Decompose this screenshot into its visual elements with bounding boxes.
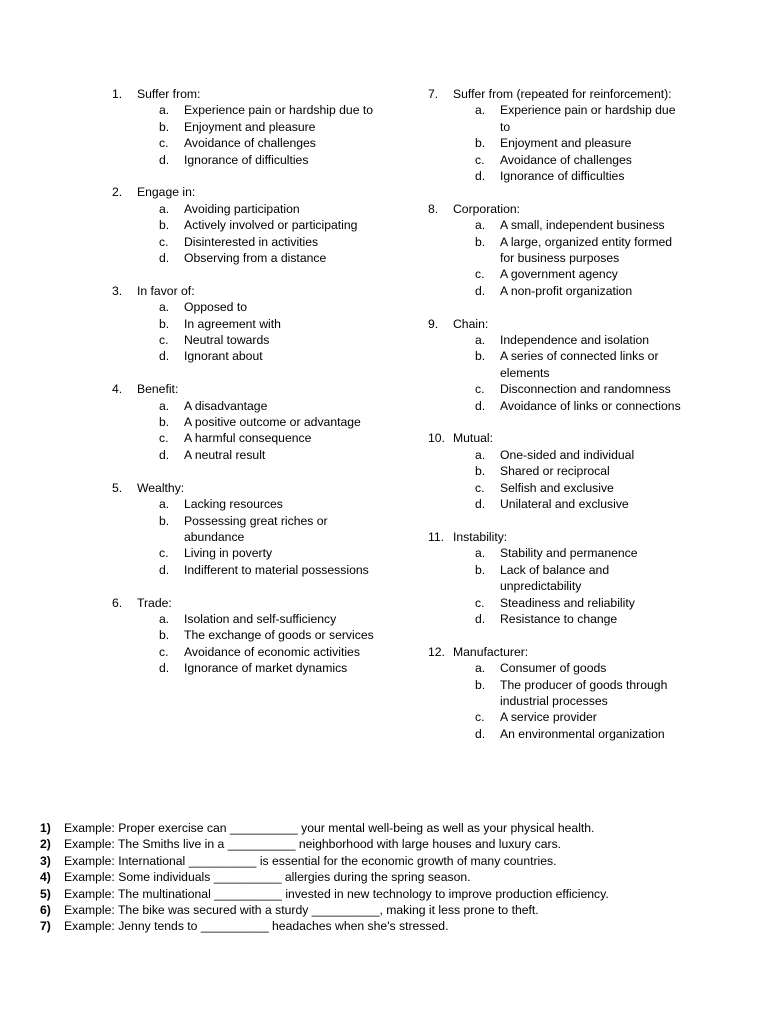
question-number: 7. [428, 87, 439, 101]
answer-option [159, 332, 382, 348]
option-text: An environmental organization [500, 726, 665, 741]
option-text: One-sided and individual [500, 447, 635, 462]
answer-option [475, 496, 688, 512]
option-letter: b. [159, 415, 170, 430]
option-text: A neutral result [184, 447, 266, 462]
answer-option [159, 660, 382, 676]
option-text: Disconnection and randomness [500, 382, 671, 397]
example-text: Example: Some individuals __________ allergies during the spring season. [64, 870, 471, 885]
option-letter: d. [475, 497, 486, 512]
option-letter: d. [159, 349, 170, 364]
example-text: Example: International __________ is essential for the economic growth of many countries. [64, 853, 557, 868]
answer-option [159, 316, 382, 332]
example-sentences [40, 820, 740, 935]
option-text: Stability and permanence [500, 546, 638, 561]
option-letter: d. [159, 562, 170, 577]
answer-option [475, 545, 688, 561]
option-letter: d. [475, 283, 486, 298]
option-letter: c. [475, 382, 485, 397]
answer-option [159, 250, 382, 266]
answer-option [475, 398, 688, 414]
question-number: 10. [428, 431, 445, 446]
answer-option [475, 709, 688, 725]
option-text: A positive outcome or advantage [184, 415, 361, 430]
example-text: Example: The multinational __________ invested in new technology to improve production efficiency. [64, 886, 609, 901]
option-text: A service provider [500, 710, 597, 725]
question-header [112, 381, 382, 397]
answer-option [159, 513, 382, 546]
option-text: The exchange of goods or services [184, 628, 374, 643]
option-text: A large, organized entity formed for business purposes [500, 234, 673, 266]
answer-option [159, 102, 382, 118]
answer-option [475, 480, 688, 496]
question-item [112, 595, 382, 677]
answer-option [159, 447, 382, 463]
left-question-column [112, 86, 382, 693]
question-number: 6. [112, 595, 123, 610]
example-text: Example: Jenny tends to __________ headaches when she's stressed. [64, 919, 449, 934]
option-text: Ignorance of difficulties [500, 169, 625, 184]
question-number: 11. [428, 529, 445, 544]
question-text: Mutual: [453, 431, 493, 446]
example-sentence [40, 918, 740, 934]
answer-option [159, 348, 382, 364]
question-text: Instability: [453, 529, 508, 544]
example-number: 4) [40, 870, 51, 885]
option-letter: a. [475, 661, 486, 676]
option-text: Indifferent to material possessions [184, 562, 369, 577]
option-text: A small, independent business [500, 218, 665, 233]
example-number: 7) [40, 919, 51, 934]
answer-option [475, 234, 688, 267]
option-text: Living in poverty [184, 546, 273, 561]
option-letter: b. [475, 136, 486, 151]
example-text: Example: The bike was secured with a sturdy __________, making it less prone to theft. [64, 903, 539, 918]
option-letter: a. [475, 546, 486, 561]
option-text: Avoidance of challenges [184, 136, 316, 151]
option-letter: b. [475, 562, 486, 577]
option-text: Selfish and exclusive [500, 480, 614, 495]
question-item [428, 430, 688, 512]
question-item [112, 86, 382, 168]
question-item [112, 381, 382, 463]
question-number: 5. [112, 480, 123, 495]
question-header [112, 480, 382, 496]
example-number: 3) [40, 853, 51, 868]
question-item [428, 316, 688, 414]
example-sentence [40, 820, 740, 836]
option-text: Actively involved or participating [184, 218, 358, 233]
option-letter: a. [159, 611, 170, 626]
option-text: Independence and isolation [500, 333, 650, 348]
option-letter: a. [159, 497, 170, 512]
question-item [112, 480, 382, 578]
question-header [112, 595, 382, 611]
right-question-column [428, 86, 688, 759]
answer-option [159, 398, 382, 414]
answer-option [475, 217, 688, 233]
answer-option [159, 414, 382, 430]
option-text: Ignorance of difficulties [184, 152, 309, 167]
option-letter: a. [159, 103, 170, 118]
example-number: 1) [40, 821, 51, 835]
option-letter: a. [475, 103, 486, 118]
option-letter: b. [475, 234, 486, 249]
option-letter: d. [159, 251, 170, 266]
option-text: The producer of goods through industrial processes [500, 677, 668, 708]
option-letter: b. [475, 677, 486, 692]
example-number: 2) [40, 837, 51, 852]
option-letter: c. [475, 480, 485, 495]
option-letter: c. [475, 710, 485, 725]
question-header [428, 316, 688, 332]
answer-option [475, 152, 688, 168]
answer-option [475, 463, 688, 479]
question-header [112, 283, 382, 299]
example-number: 5) [40, 886, 51, 901]
option-letter: b. [159, 513, 170, 528]
option-text: Ignorance of market dynamics [184, 661, 348, 676]
question-text: Engage in: [137, 185, 196, 200]
question-number: 4. [112, 382, 123, 397]
question-header [428, 644, 688, 660]
example-sentence [40, 886, 740, 902]
option-text: Unilateral and exclusive [500, 497, 629, 512]
option-text: Disinterested in activities [184, 234, 319, 249]
example-sentence [40, 836, 740, 852]
question-text: Trade: [137, 595, 172, 610]
option-letter: c. [159, 333, 169, 348]
option-letter: a. [475, 447, 486, 462]
answer-option [475, 283, 688, 299]
answer-option [159, 562, 382, 578]
option-letter: c. [159, 644, 169, 659]
question-item [428, 201, 688, 299]
option-letter: a. [159, 398, 170, 413]
answer-option [159, 119, 382, 135]
option-letter: d. [159, 661, 170, 676]
question-item [428, 529, 688, 627]
question-item [428, 644, 688, 742]
question-header [428, 201, 688, 217]
answer-option [475, 381, 688, 397]
answer-option [159, 152, 382, 168]
question-number: 8. [428, 201, 439, 216]
question-item [112, 184, 382, 266]
option-text: Experience pain or hardship due to [500, 103, 676, 134]
option-text: Lacking resources [184, 497, 283, 512]
option-letter: d. [159, 152, 170, 167]
option-text: A series of connected links or elements [500, 349, 659, 380]
question-number: 1. [112, 87, 123, 101]
option-letter: d. [475, 398, 486, 413]
answer-option [159, 201, 382, 217]
option-letter: c. [159, 234, 169, 249]
option-letter: a. [475, 218, 486, 233]
option-letter: d. [475, 169, 486, 184]
question-number: 2. [112, 185, 123, 200]
question-number: 9. [428, 316, 439, 331]
option-text: Enjoyment and pleasure [184, 119, 316, 134]
question-text: Corporation: [453, 201, 521, 216]
option-text: Shared or reciprocal [500, 464, 610, 479]
answer-option [159, 644, 382, 660]
option-text: Ignorant about [184, 349, 263, 364]
answer-option [475, 168, 688, 184]
question-item [112, 283, 382, 365]
answer-option [475, 266, 688, 282]
option-text: Enjoyment and pleasure [500, 136, 632, 151]
question-number: 12. [428, 644, 445, 659]
option-text: Observing from a distance [184, 251, 327, 266]
answer-option [159, 217, 382, 233]
question-header [428, 529, 688, 545]
answer-option [475, 726, 688, 742]
answer-option [159, 234, 382, 250]
question-text: In favor of: [137, 283, 195, 298]
option-text: Consumer of goods [500, 661, 607, 676]
option-text: Avoidance of links or connections [500, 398, 681, 413]
question-text: Manufacturer: [453, 644, 529, 659]
answer-option [475, 135, 688, 151]
answer-option [159, 627, 382, 643]
example-sentence [40, 869, 740, 885]
answer-option [475, 595, 688, 611]
question-text: Wealthy: [137, 480, 185, 495]
answer-option [159, 299, 382, 315]
question-header [112, 86, 382, 102]
answer-option [159, 545, 382, 561]
option-letter: b. [475, 349, 486, 364]
answer-option [159, 611, 382, 627]
option-letter: b. [159, 218, 170, 233]
option-text: Possessing great riches or abundance [184, 513, 328, 544]
option-text: A government agency [500, 267, 618, 282]
example-sentence [40, 853, 740, 869]
option-text: Avoidance of economic activities [184, 644, 360, 659]
answer-option [475, 447, 688, 463]
option-letter: b. [159, 628, 170, 643]
option-text: A non-profit organization [500, 283, 633, 298]
option-letter: b. [475, 464, 486, 479]
answer-option [159, 496, 382, 512]
option-letter: a. [159, 201, 170, 216]
question-header [112, 184, 382, 200]
option-letter: a. [475, 333, 486, 348]
option-text: In agreement with [184, 316, 281, 331]
question-number: 3. [112, 283, 123, 298]
answer-option [475, 611, 688, 627]
option-text: Experience pain or hardship due to [184, 103, 374, 118]
option-text: Resistance to change [500, 611, 618, 626]
answer-option [475, 102, 688, 135]
option-letter: c. [475, 152, 485, 167]
answer-option [475, 332, 688, 348]
question-text: Suffer from: [137, 87, 201, 101]
example-text: Example: The Smiths live in a __________ neighborhood with large houses and luxury cars. [64, 837, 562, 852]
option-letter: c. [475, 267, 485, 282]
question-item [428, 86, 688, 184]
option-letter: c. [159, 136, 169, 151]
question-header [428, 86, 688, 102]
option-letter: c. [159, 546, 169, 561]
answer-option [475, 348, 688, 381]
option-letter: a. [159, 300, 170, 315]
example-sentence [40, 902, 740, 918]
option-letter: b. [159, 119, 170, 134]
answer-option [475, 677, 688, 710]
question-text: Benefit: [137, 382, 179, 397]
answer-option [475, 562, 688, 595]
question-header [428, 430, 688, 446]
option-letter: d. [475, 611, 486, 626]
option-text: Lack of balance and unpredictability [500, 562, 610, 594]
answer-option [159, 135, 382, 151]
option-letter: b. [159, 316, 170, 331]
example-number: 6) [40, 903, 51, 918]
option-text: Isolation and self-sufficiency [184, 611, 337, 626]
option-text: Opposed to [184, 300, 248, 315]
answer-option [475, 660, 688, 676]
question-text: Chain: [453, 316, 489, 331]
question-text: Suffer from (repeated for reinforcement): [453, 87, 672, 101]
option-text: Neutral towards [184, 333, 270, 348]
option-text: Avoidance of challenges [500, 152, 632, 167]
option-text: Avoiding participation [184, 201, 300, 216]
option-letter: c. [159, 431, 169, 446]
option-letter: c. [475, 595, 485, 610]
option-text: Steadiness and reliability [500, 595, 635, 610]
option-letter: d. [475, 726, 486, 741]
example-text: Example: Proper exercise can __________ your mental well-being as well as your physical health. [64, 821, 595, 835]
option-letter: d. [159, 447, 170, 462]
option-text: A harmful consequence [184, 431, 312, 446]
option-text: A disadvantage [184, 398, 268, 413]
answer-option [159, 430, 382, 446]
